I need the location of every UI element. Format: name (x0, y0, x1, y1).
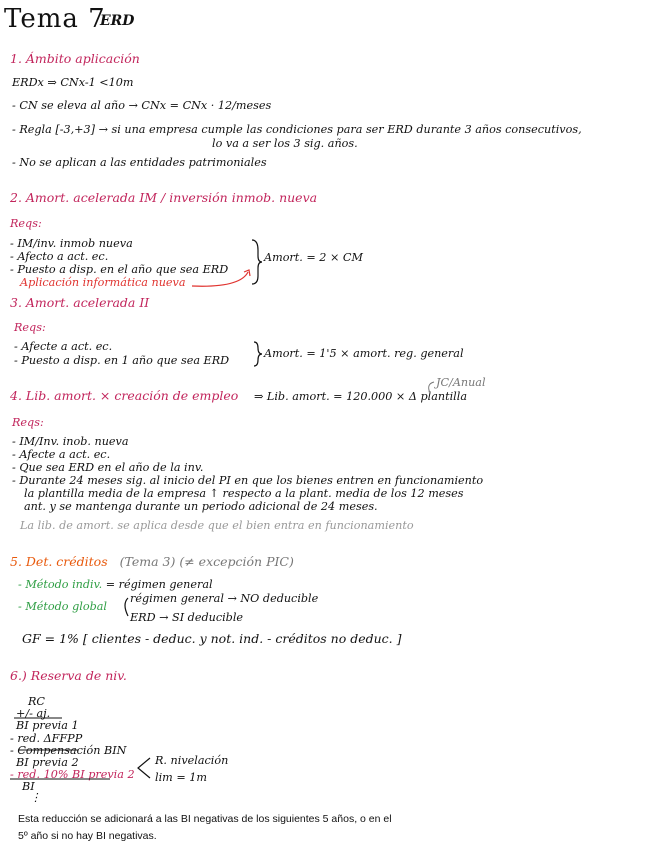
section-3-heading: 3. Amort. acelerada II (10, 295, 150, 310)
s5-global-a: régimen general → NO deducible (130, 592, 319, 605)
s4-result: ⇒ Lib. amort. = 120.000 × Δ plantilla (254, 390, 468, 403)
s6-printed-note-b: 5º año si no hay BI negativas. (18, 830, 157, 842)
s2-note-arrow (192, 272, 248, 286)
s6-printed-note-a: Esta reducción se adicionará a las BI negativas de los siguientes 5 años, o en el (18, 813, 392, 825)
s5-brace (125, 598, 128, 616)
s3-result: Amort. = 1'5 × amort. reg. general (264, 347, 464, 360)
s5-global-b: ERD → SI deducible (130, 611, 244, 624)
s4-item-5: la plantilla media de la empresa ↑ respecto a la plant. media de los 12 meses (24, 487, 464, 500)
s1-line-2a: - Regla [-3,+3] → si una empresa cumple las condiciones para ser ERD durante 3 años consecutivos, (12, 123, 582, 136)
s4-note-arrow (429, 382, 434, 393)
s2-brace (252, 240, 262, 284)
s5-gf-formula: GF = 1% [ clientes - deduc. y not. ind. - créditos no deduc. ] (22, 631, 402, 646)
s5-global-label: - Método global (18, 600, 107, 613)
s6-line-4: - red. ΔFFPP (10, 732, 83, 745)
s6-line-2: +/- aj. (16, 707, 51, 720)
s4-item-4: - Durante 24 meses sig. al inicio del PI en que los bienes entren en funcionamiento (12, 474, 484, 487)
s3-reqs: Reqs: (14, 321, 46, 334)
s6-line-7: - red. 10% BI previa 2 (10, 768, 135, 781)
s4-footnote: La lib. de amort. se aplica desde que el bien entra en funcionamiento (20, 519, 414, 532)
s4-item-3: - Que sea ERD en el año de la inv. (12, 461, 204, 474)
section-6-heading: 6.) Reserva de niv. (10, 668, 127, 683)
s2-result: Amort. = 2 × CM (264, 251, 363, 264)
s6-bracket-a: R. nivelación (155, 754, 229, 767)
s1-formula: ERDx ⇒ CNx-1 <10m (12, 76, 134, 89)
s6-line-9: ⋮ (30, 791, 42, 804)
s6-bracket-b: lim = 1m (155, 771, 207, 784)
section-1-heading: 1. Ámbito aplicación (10, 51, 140, 66)
s3-item-2: - Puesto a disp. en 1 año que sea ERD (14, 354, 230, 367)
s5-indiv-label: - Método indiv. (18, 578, 103, 591)
s1-line-3: - No se aplican a las entidades patrimoniales (12, 156, 267, 169)
s6-line-6: BI previa 2 (16, 756, 79, 769)
s6-line-5: - Compensación BIN (10, 744, 127, 757)
s4-reqs: Reqs: (12, 416, 44, 429)
s1-line-1: - CN se eleva al año → CNx = CNx · 12/meses (12, 99, 272, 112)
s2-reqs: Reqs: (10, 217, 42, 230)
s3-item-1: - Afecte a act. ec. (14, 340, 113, 353)
s6-line-8: BI (22, 780, 35, 793)
s5-heading-text: 5. Det. créditos (10, 554, 108, 569)
s6-line-1: RC (28, 695, 45, 708)
s1-line-2b: lo va a ser los 3 sig. años. (212, 137, 358, 150)
section-2-heading: 2. Amort. acelerada IM / inversión inmob. nueva (10, 190, 318, 205)
s6-line-3: BI previa 1 (16, 719, 79, 732)
page-subtitle: ERD (100, 13, 135, 29)
s3-brace (254, 342, 262, 366)
s2-item-1: - IM/inv. inmob nueva (10, 237, 133, 250)
s4-item-1: - IM/Inv. inob. nueva (12, 435, 129, 448)
s2-item-3: - Puesto a disp. en el año que sea ERD (10, 263, 229, 276)
s5-indiv-value: = régimen general (105, 578, 213, 591)
s4-note: JC/Anual (436, 376, 486, 389)
s4-item-6: ant. y se mantenga durante un periodo adicional de 24 meses. (24, 500, 378, 513)
s2-item-2: - Afecto a act. ec. (10, 250, 109, 263)
section-4-heading: 4. Lib. amort. × creación de empleo (10, 388, 239, 403)
s2-note: Aplicación informática nueva (20, 276, 186, 289)
s5-note: (Tema 3) (≠ excepción PIC) (119, 554, 294, 569)
s6-bracket (138, 758, 150, 778)
s4-item-2: - Afecte a act. ec. (12, 448, 111, 461)
page-title: Tema 7 (4, 4, 106, 34)
